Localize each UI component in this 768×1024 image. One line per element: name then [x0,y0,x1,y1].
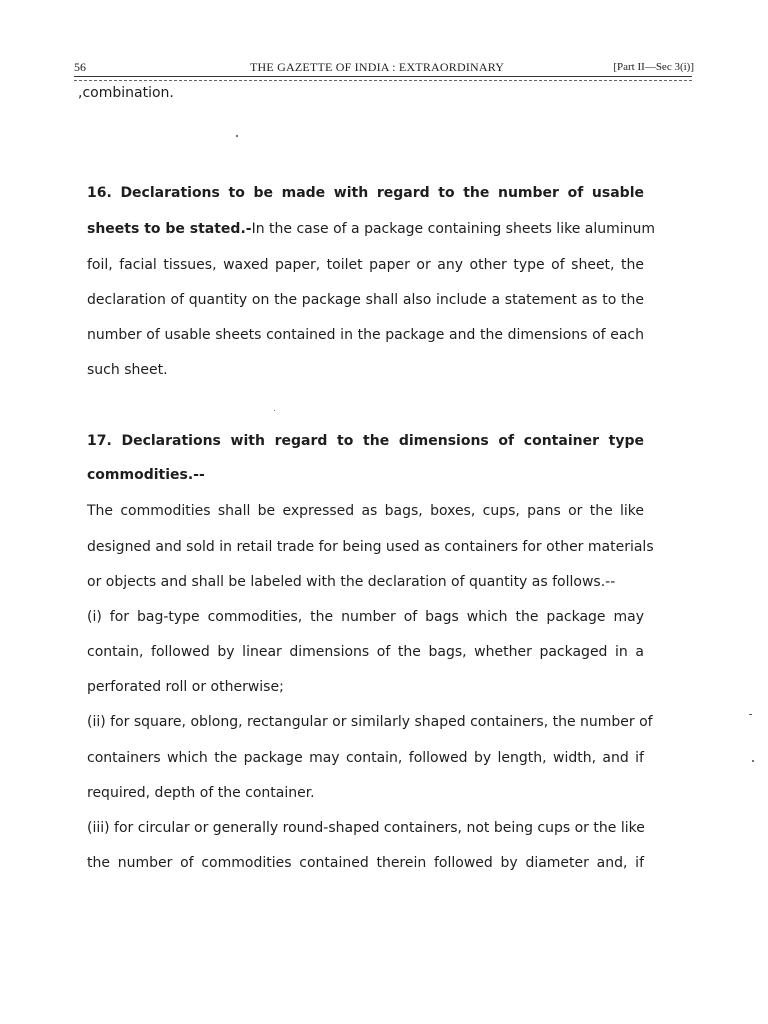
section-17-heading: 17. Declarations with regard to the dimensions of container type [87,433,644,449]
section-16-heading-end: sheets to be stated.- [87,221,252,237]
section-17-heading-continued: commodities.-- [87,467,205,483]
section-17-line: perforated roll or otherwise; [87,679,284,695]
section-17-item-i: (i) for bag-type commodities, the number of bags which the package may [87,609,644,625]
section-17-line: designed and sold in retail trade for being used as containers for other materials [87,539,654,555]
section-16-line: number of usable sheets contained in the package and the dimensions of each [87,327,644,343]
section-17-line: the number of commodities contained therein followed by diameter and, if [87,855,644,871]
header-rule-secondary [74,80,692,81]
section-17-item-iii: (iii) for circular or generally round-shaped containers, not being cups or the like [87,820,645,836]
scan-speck [752,760,754,762]
scan-speck [749,714,752,715]
section-16-heading: 16. Declarations to be made with regard to the number of usable [87,185,644,201]
section-17-line: The commodities shall be expressed as bags, boxes, cups, pans or the like [87,503,644,519]
section-17-line: or objects and shall be labeled with the declaration of quantity as follows.-- [87,574,616,590]
section-17-line: required, depth of the container. [87,785,315,801]
scan-speck [274,410,275,411]
page-header [74,56,694,78]
section-reference: [Part II—Sec 3(i)] [613,61,694,73]
page-number: 56 [74,60,86,74]
section-16-text-start: In the case of a package containing sheets like aluminum [251,221,656,237]
section-17-line: contain, followed by linear dimensions of the bags, whether packaged in a [87,644,644,660]
continuation-text: ,combination. [78,85,174,101]
section-17-line: containers which the package may contain, followed by length, width, and if [87,750,644,766]
section-16-heading-continued [87,220,656,238]
section-17-item-ii: (ii) for square, oblong, rectangular or similarly shaped containers, the number of [87,714,653,730]
scan-speck [236,135,238,137]
header-rule [74,76,692,77]
section-16-line-last: such sheet. [87,362,168,378]
section-16-line: foil, facial tissues, waxed paper, toilet paper or any other type of sheet, the [87,257,644,273]
gazette-title: THE GAZETTE OF INDIA : EXTRAORDINARY [250,60,505,74]
section-16-line: declaration of quantity on the package shall also include a statement as to the [87,292,644,308]
